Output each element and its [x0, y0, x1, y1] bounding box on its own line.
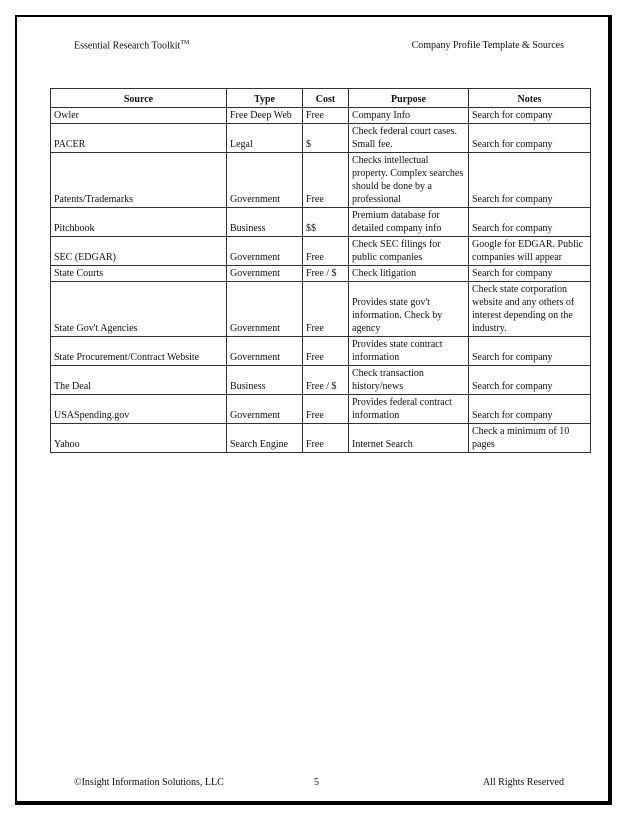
copyright-notice: ©Insight Information Solutions, LLC [74, 777, 224, 788]
cell-cost: Free [303, 108, 349, 124]
table-row [51, 208, 591, 237]
cell-cost: Free / $ [303, 366, 349, 395]
cell-source: Yahoo [51, 424, 227, 453]
cell-source: State Procurement/Contract Website [51, 337, 227, 366]
table-header-row [51, 89, 591, 108]
cell-cost: Free [303, 153, 349, 208]
cell-notes: Search for company [469, 108, 591, 124]
cell-type: Business [227, 366, 303, 395]
table-row [51, 282, 591, 337]
cell-cost: $ [303, 124, 349, 153]
trademark-mark: TM [180, 40, 190, 46]
cell-type: Government [227, 395, 303, 424]
cell-purpose: Check federal court cases. Small fee. [349, 124, 469, 153]
cell-purpose: Internet Search [349, 424, 469, 453]
cell-source: Owler [51, 108, 227, 124]
cell-notes: Check state corporation website and any others of interest depending on the industry. [469, 282, 591, 337]
cell-notes: Search for company [469, 124, 591, 153]
cell-cost: Free [303, 237, 349, 266]
cell-source: State Gov't Agencies [51, 282, 227, 337]
cell-purpose: Check transaction history/news [349, 366, 469, 395]
rights-notice: All Rights Reserved [482, 777, 564, 788]
cell-type: Government [227, 237, 303, 266]
cell-notes: Google for EDGAR. Public companies will appear [469, 237, 591, 266]
table-row [51, 266, 591, 282]
sources-table [50, 88, 591, 453]
cell-source: Patents/Trademarks [51, 153, 227, 208]
table-row [51, 424, 591, 453]
table-row [51, 337, 591, 366]
table-row [51, 366, 591, 395]
cell-type: Free Deep Web [227, 108, 303, 124]
header-document-title: Company Profile Template & Sources [411, 40, 564, 51]
page-footer [74, 777, 564, 791]
cell-purpose: Check litigation [349, 266, 469, 282]
cell-type: Government [227, 337, 303, 366]
cell-source: SEC (EDGAR) [51, 237, 227, 266]
column-header-cost: Cost [303, 89, 349, 108]
cell-type: Government [227, 266, 303, 282]
cell-source: The Deal [51, 366, 227, 395]
page-number: 5 [314, 777, 319, 788]
table-row [51, 108, 591, 124]
header-title [74, 40, 189, 51]
cell-notes: Search for company [469, 266, 591, 282]
cell-source: Pitchbook [51, 208, 227, 237]
cell-notes: Search for company [469, 395, 591, 424]
column-header-notes: Notes [469, 89, 591, 108]
cell-purpose: Company Info [349, 108, 469, 124]
page-header [74, 40, 564, 54]
table-row [51, 153, 591, 208]
table-row [51, 395, 591, 424]
table-row [51, 237, 591, 266]
cell-purpose: Check SEC filings for public companies [349, 237, 469, 266]
cell-cost: Free [303, 424, 349, 453]
cell-source: PACER [51, 124, 227, 153]
cell-type: Legal [227, 124, 303, 153]
cell-cost: Free [303, 282, 349, 337]
cell-notes: Search for company [469, 337, 591, 366]
column-header-purpose: Purpose [349, 89, 469, 108]
cell-type: Government [227, 282, 303, 337]
cell-notes: Search for company [469, 208, 591, 237]
cell-notes: Search for company [469, 366, 591, 395]
cell-source: USASpending.gov [51, 395, 227, 424]
cell-notes: Search for company [469, 153, 591, 208]
cell-purpose: Provides state gov't information. Check by agency [349, 282, 469, 337]
cell-cost: Free / $ [303, 266, 349, 282]
cell-notes: Check a minimum of 10 pages [469, 424, 591, 453]
cell-cost: Free [303, 395, 349, 424]
cell-cost: Free [303, 337, 349, 366]
cell-purpose: Premium database for detailed company info [349, 208, 469, 237]
cell-purpose: Checks intellectual property. Complex searches should be done by a professional [349, 153, 469, 208]
cell-type: Government [227, 153, 303, 208]
column-header-type: Type [227, 89, 303, 108]
cell-purpose: Provides state contract information [349, 337, 469, 366]
table-row [51, 124, 591, 153]
cell-cost: $$ [303, 208, 349, 237]
cell-purpose: Provides federal contract information [349, 395, 469, 424]
cell-type: Search Engine [227, 424, 303, 453]
header-title-text: Essential Research Toolkit [74, 40, 181, 52]
column-header-source: Source [51, 89, 227, 108]
cell-type: Business [227, 208, 303, 237]
cell-source: State Courts [51, 266, 227, 282]
